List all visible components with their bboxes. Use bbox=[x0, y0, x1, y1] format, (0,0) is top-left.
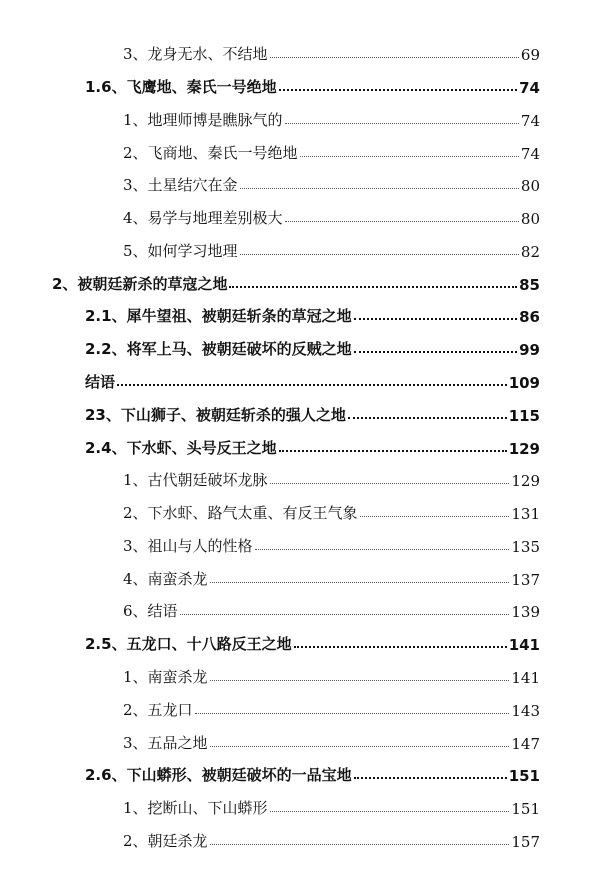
dot-leader bbox=[285, 221, 519, 222]
toc-entry-label: 1、地理师博是瞧脉气的 bbox=[123, 111, 283, 129]
toc-entry-label: 结语 bbox=[85, 373, 116, 391]
toc-entry-label: 2.1、犀牛望祖、被朝廷斩条的草冠之地 bbox=[85, 307, 352, 325]
toc-page-number: 129 bbox=[508, 440, 540, 458]
dot-leader bbox=[229, 286, 517, 288]
toc-entry bbox=[123, 499, 540, 523]
dot-leader bbox=[240, 254, 519, 255]
dot-leader bbox=[210, 844, 510, 845]
dot-leader bbox=[180, 614, 510, 615]
toc-entry bbox=[123, 106, 540, 130]
dot-leader bbox=[195, 713, 510, 714]
toc-page-number: 151 bbox=[511, 800, 540, 818]
toc-page-number: 69 bbox=[520, 46, 540, 64]
toc-entry-label: 1、挖断山、下山蟒形 bbox=[123, 799, 268, 817]
dot-leader bbox=[279, 450, 507, 452]
toc-entry-label: 23、下山狮子、被朝廷斩杀的强人之地 bbox=[85, 406, 346, 424]
toc-entry bbox=[85, 73, 540, 97]
toc-entry-label: 3、祖山与人的性格 bbox=[123, 537, 253, 555]
dot-leader bbox=[210, 582, 510, 583]
dot-leader bbox=[354, 318, 518, 320]
toc-entry-label: 2、朝廷杀龙 bbox=[123, 832, 208, 850]
toc-entry-label: 3、龙身无水、不结地 bbox=[123, 45, 268, 63]
toc-entry-label: 2、被朝廷新杀的草寇之地 bbox=[52, 275, 228, 293]
toc-entry-label: 2.4、下水虾、头号反王之地 bbox=[85, 439, 277, 457]
toc-entry-label: 2.5、五龙口、十八路反王之地 bbox=[85, 635, 292, 653]
toc-entry bbox=[123, 663, 540, 687]
dot-leader bbox=[360, 516, 510, 517]
toc-page-number: 141 bbox=[508, 636, 540, 654]
toc-entry bbox=[123, 696, 540, 720]
toc-page-number: 139 bbox=[511, 603, 540, 621]
dot-leader bbox=[285, 123, 519, 124]
dot-leader bbox=[240, 188, 519, 189]
dot-leader bbox=[354, 777, 507, 779]
toc-page-number: 109 bbox=[508, 374, 540, 392]
toc-page-number: 80 bbox=[520, 177, 540, 195]
toc-entry bbox=[85, 302, 540, 326]
toc-entry-label: 5、如何学习地理 bbox=[123, 242, 238, 260]
toc-entry bbox=[123, 171, 540, 195]
toc-entry bbox=[123, 466, 540, 490]
toc-entry-label: 2、下水虾、路气太重、有反王气象 bbox=[123, 504, 358, 522]
toc-entry-label: 3、土星结穴在金 bbox=[123, 176, 238, 194]
dot-leader bbox=[210, 746, 510, 747]
dot-leader bbox=[270, 483, 510, 484]
toc-entry bbox=[123, 532, 540, 556]
toc-entry bbox=[123, 565, 540, 589]
toc-page-number: 147 bbox=[511, 735, 540, 753]
toc-page-number: 82 bbox=[520, 243, 540, 261]
toc-entry bbox=[52, 270, 540, 294]
toc-entry bbox=[123, 139, 540, 163]
dot-leader bbox=[117, 384, 507, 386]
toc-page-number: 85 bbox=[519, 276, 540, 294]
toc-page-number: 115 bbox=[508, 407, 540, 425]
toc-entry bbox=[123, 237, 540, 261]
toc-entry bbox=[123, 597, 540, 621]
toc-page-number: 129 bbox=[511, 472, 540, 490]
toc-entry bbox=[85, 434, 540, 458]
toc-page-number: 86 bbox=[519, 308, 540, 326]
toc-page-number: 157 bbox=[511, 833, 540, 851]
dot-leader bbox=[279, 89, 518, 91]
toc-page-number: 74 bbox=[520, 112, 540, 130]
toc-page-number: 99 bbox=[519, 341, 540, 359]
toc-entry bbox=[123, 827, 540, 851]
toc-entry bbox=[85, 368, 540, 392]
toc-entry-label: 4、南蛮杀龙 bbox=[123, 570, 208, 588]
toc-entry bbox=[85, 761, 540, 785]
dot-leader bbox=[210, 680, 510, 681]
toc-entry bbox=[85, 335, 540, 359]
toc-page-number: 80 bbox=[520, 210, 540, 228]
toc-page-number: 141 bbox=[511, 669, 540, 687]
toc-page-number: 137 bbox=[511, 571, 540, 589]
toc-entry-label: 2.6、下山蟒形、被朝廷破坏的一品宝地 bbox=[85, 766, 352, 784]
toc-entry bbox=[123, 204, 540, 228]
toc-page-number: 143 bbox=[511, 702, 540, 720]
toc-entry bbox=[85, 630, 540, 654]
toc-page-number: 74 bbox=[520, 145, 540, 163]
toc-entry-label: 1、南蛮杀龙 bbox=[123, 668, 208, 686]
toc-entry bbox=[123, 40, 540, 64]
toc-page-number: 135 bbox=[511, 538, 540, 556]
toc-entry-label: 1.6、飞鹰地、秦氏一号绝地 bbox=[85, 78, 277, 96]
toc-entry-label: 3、五品之地 bbox=[123, 734, 208, 752]
toc-page-number: 131 bbox=[511, 505, 540, 523]
toc-entry-label: 2、五龙口 bbox=[123, 701, 193, 719]
dot-leader bbox=[354, 351, 518, 353]
toc-entry-label: 6、结语 bbox=[123, 602, 178, 620]
dot-leader bbox=[294, 646, 507, 648]
toc-entry-label: 1、古代朝廷破坏龙脉 bbox=[123, 471, 268, 489]
toc-entry-label: 2、飞商地、秦氏一号绝地 bbox=[123, 144, 298, 162]
toc-entry bbox=[85, 401, 540, 425]
dot-leader bbox=[255, 549, 510, 550]
dot-leader bbox=[270, 57, 519, 58]
toc-entry bbox=[123, 729, 540, 753]
toc-page-number: 151 bbox=[508, 767, 540, 785]
dot-leader bbox=[270, 811, 510, 812]
toc-page-number: 74 bbox=[519, 79, 540, 97]
dot-leader bbox=[348, 417, 507, 419]
toc-entry bbox=[123, 794, 540, 818]
dot-leader bbox=[300, 156, 519, 157]
toc-entry-label: 4、易学与地理差别极大 bbox=[123, 209, 283, 227]
toc-entry-label: 2.2、将军上马、被朝廷破坏的反贼之地 bbox=[85, 340, 352, 358]
